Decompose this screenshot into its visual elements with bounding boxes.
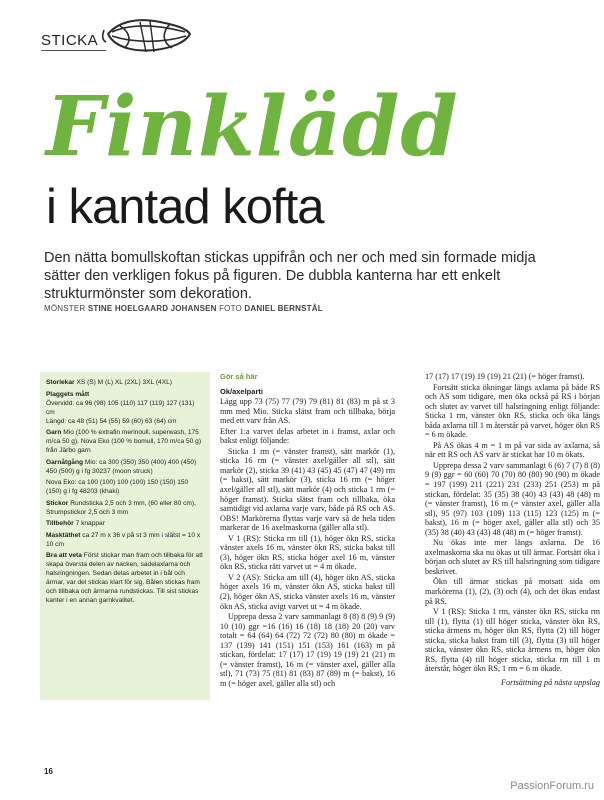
instruction-paragraph: Upprepa dessa 2 varv sammanlagt 8 (8) 8 (9) 9 (9) 10 (10) ggr =16 (16) 16 (18) 18 (18) 20 (20) varv totalt = 64 (64) 64 (72) 72 (72) 80 (80) m ökade = 137 (139) 141 (151) 151 (153) 161 (163) m på stickan, fördelat: 17 (17) 17 (19) 19 (19) 21 (21) m (= vänster framst), 16 m (= vänster axel, gäller alla stl), 71 (73) 75 (81) 81 (83) 87 (89) m (= bakst), 16 m (= höger axel, gäller alla stl) och	[220, 612, 395, 688]
measurements-row: Plaggets mått Övervidd: ca 96 (98) 105 (110) 117 (119) 127 (131) cm Längd: ca 48 (51) 54 (55) 59 (60) 63 (64) cm	[46, 390, 195, 425]
needles-row: Stickor Rundsticka 2,5 och 3 mm, (60 eller 80 cm), Strumpstickor 2,5 och 3 mm	[46, 499, 196, 516]
yarn-skein-icon	[100, 12, 195, 60]
instruction-paragraph: Sticka 1 rm (= vänster framst), sätt markör (1), sticka 16 rm (= vänster axel/gäller all stl), sätt markör (2), sticka 39 (41) 43 (45) 45 (47) 47 (49) rm (= bakst), sätt markör (3), sticka 16 rm (= höger axel/gäller all stl), sätt markör (4) och sticka 1 rm (= höger framst). Sticka slätst fram och tillbaka, öka samtidigt vid axlarna varje varv, både på RS och AS. OBS! Markörerna flyttas varje varv så de hela tiden markerar de 16 axelmaskorna (gäller alla stl).	[220, 446, 395, 533]
instruction-paragraph: Efter 1:a varvet delas arbetet in i framst, axlar och bakst enligt följande:	[220, 426, 395, 446]
consumption-nova-row: Nova Eko: ca 100 (100) 100 (100) 150 (150) 150 (150) g i fg 48203 (khaki)	[46, 479, 189, 495]
instruction-paragraph: Ökn till ärmar stickas på motsatt sida om markörerna (1), (2), (3) och (4), och det ökas endast på RS.	[425, 577, 600, 606]
tip-row: Bra att veta Först stickar man fram och tillbaka för att skapa översta delen av nacken, sadelaxlarna och halsringningen. Sedan delas arbetet in i bål och ärmar, var del stickas klart för sig. Bålen stickas fram och tillbaka och ärmarna rundstickas. Till sist stickas kanter i en annan garnkvalitet.	[46, 552, 203, 604]
sizes-row: Storlekar XS (S) M (L) XL (2XL) 3XL (4XL)	[46, 379, 172, 386]
instruction-paragraph: Nu ökas inte mer längs axlarna. De 16 axelmaskorna ska nu ökas ut till ärmar. Fortsätt öka i början och slutet av RS till halsringning som tidigare beskrivet.	[425, 538, 600, 576]
credits-photographer: DANIEL BERNSTÅL	[244, 304, 323, 313]
page-number: 16	[44, 767, 53, 776]
instruction-paragraph: V 2 (AS): Sticka am till (4), höger ökn AS, sticka höger axels 16 m, vänster ökn AS, sticka bakst till (2), höger ökn AS, sticka vänster axels 16 m, vänster ökn AS, sticka avigt varvet ut = 4 m ökade.	[220, 572, 395, 611]
instructions-column-1	[220, 372, 395, 690]
instructions-subheading: Ok/axelparti	[220, 386, 263, 396]
credits-photo-label: FOTO	[219, 304, 242, 313]
consumption-row: Garnåtgång Mio: ca 300 (350) 350 (400) 400 (450) 450 (500) g i fg 30237 (moon struck)	[46, 458, 197, 475]
credits-designer: STINE HOELGAARD JOHANSEN	[87, 304, 217, 313]
instruction-paragraph: V 1 (RS): Sticka rm till (1), höger ökn RS, sticka vänster axels 16 m, vänster ökn RS, sticka bakst till (3), höger ökn RS, sticka höger axel 16 m, vänster ökn RS, sticka rätt varvet ut = 4 m ökade.	[220, 533, 395, 572]
instruction-paragraph: Fortsätt sticka ökningar längs axlarna på både RS och AS som tidigare, men öka också på RS i början och slutet av varvet till halsringning enligt följande: Sticka 1 rm, vänster ökn RS, sticka och öka längs båda axlarna till 1 m återstår på varvet, höger ökn RS = 6 m ökade.	[425, 382, 600, 440]
watermark: PassionForum.ru	[510, 780, 594, 792]
intro-text: Den nätta bomullskoftan stickas uppifrån och ner och med sin formade midja sätter den verkligen fokus på figuren. De dubbla kanterna har ett enkelt strukturmönster som dekoration.	[44, 250, 536, 302]
notions-row: Tillbehör 7 knappar	[46, 520, 105, 527]
continue-note: Fortsättning på nästa uppslag	[501, 677, 600, 687]
instruction-paragraph: Upprepa dessa 2 varv sammanlagt 6 (6) 7 (7) 8 (8) 9 (9) ggr = 60 (60) 70 (70) 80 (80) 90 (90) m ökade = 197 (199) 211 (221) 231 (233) 251 (253) m på stickan, fördelat: 35 (35) 38 (40) 43 (43) 48 (48) m (= vänster framst), 16 m (= vänster axel, gäller alla stl), 95 (97) 103 (109) 113 (115) 123 (125) m (= bakst), 16 m (= höger axel, gäller alla stl) och 35 (35) 38 (40) 43 (43) 48 (48) m (= höger framst).	[425, 460, 600, 537]
instruction-paragraph: På AS ökas 4 m = 1 m på var sida av axlarna, så när ett RS och AS varv är stickat har 10 m ökats.	[425, 440, 600, 460]
instructions-heading: Gör så här	[220, 372, 258, 381]
instruction-paragraph: 17 (17) 17 (19) 19 (19) 21 (21) (= höger framst).	[425, 372, 585, 381]
credits-design-label: MÖNSTER	[44, 304, 86, 313]
instruction-paragraph: V 1 (RS): Sticka 1 rm, vänster ökn RS, sticka rm till (1), flytta (1) till höger sticka, vänster ökn RS, sticka ärmens m, höger ökn RS, flytta (2) till höger sticka, sticka bakst fram till (3), flytta (3) till höger sticka, vänster ökn RS, sticka ärmens m, höger ökn RS, flytta (4) till höger sticka, sticka rm till 1 m återstår, höger ökn RS, 1 rm = 6 m ökade.	[425, 607, 600, 674]
yarn-row: Garn Mio (100 % extrafin merinoull, superwash, 175 m/ca 50 g). Nova Eko (100 % bomull, 170 m/ca 50 g) från Järbo garn	[46, 429, 202, 454]
title-script: Finklädd	[46, 79, 459, 175]
title-main: i kantad kofta	[46, 180, 324, 234]
credits	[44, 304, 323, 313]
section-underline	[41, 50, 106, 51]
instructions-column-2	[425, 372, 600, 688]
instruction-paragraph: Lägg upp 73 (75) 77 (79) 79 (81) 81 (83) m på st 3 mm med Mio. Sticka slätst fram och tillbaka, börja med ett varv från AS.	[220, 397, 395, 426]
section-label: STICKA	[41, 32, 99, 49]
gauge-row: Masktäthet ca 27 m x 36 v på st 3 mm i slätst = 10 x 10 cm	[46, 531, 201, 548]
materials-sidebar	[40, 372, 210, 700]
